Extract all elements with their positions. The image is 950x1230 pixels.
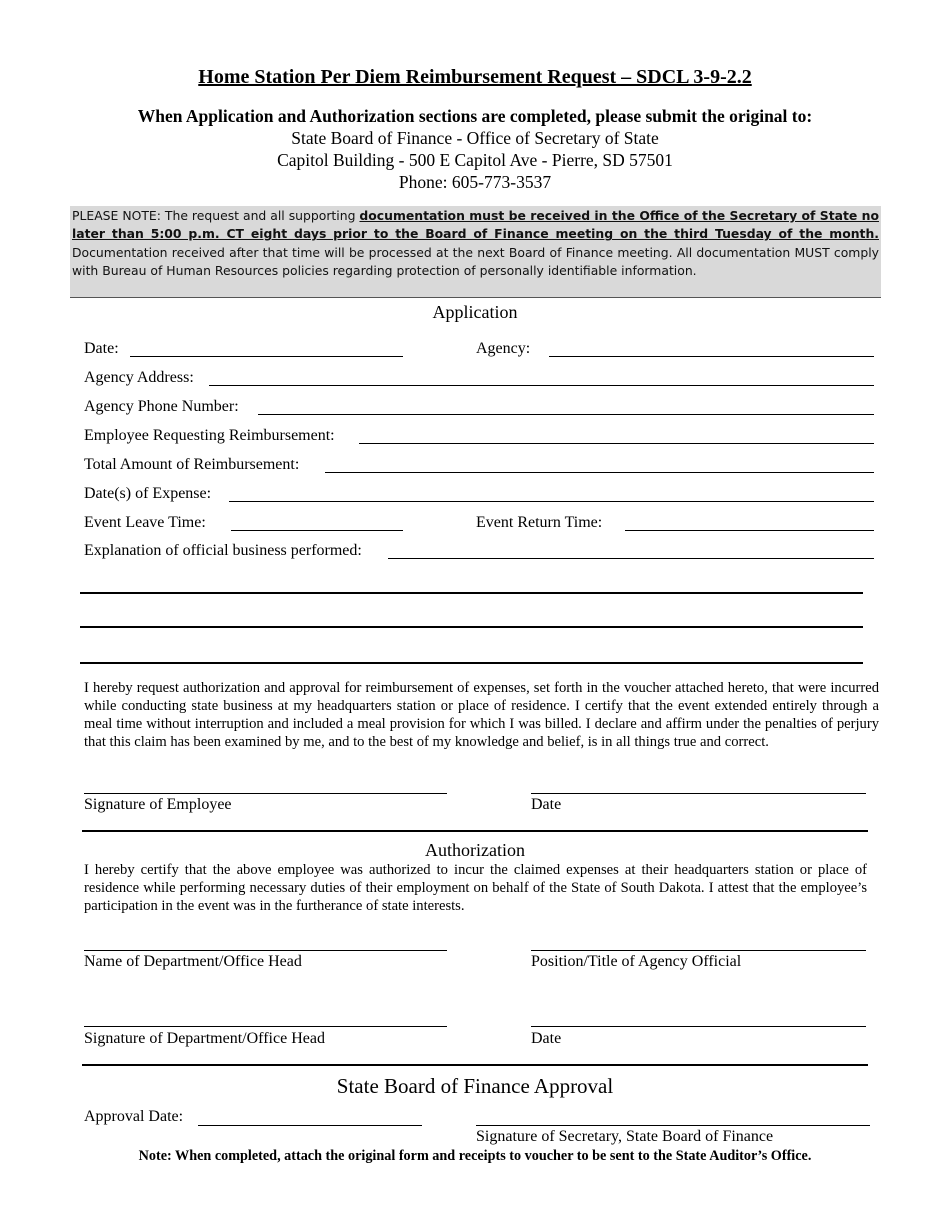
dates-of-expense-label: Date(s) of Expense: xyxy=(84,485,212,502)
agency-address-label: Agency Address: xyxy=(84,369,194,386)
official-position-field[interactable] xyxy=(531,950,866,951)
submit-heading: When Application and Authorization sections are completed, please submit the original to: xyxy=(137,106,813,126)
note-prefix: PLEASE NOTE: The request and all supporting xyxy=(72,208,360,223)
agency-address-field[interactable] xyxy=(209,385,874,386)
dates-of-expense-field[interactable] xyxy=(229,501,874,502)
date-label: Date: xyxy=(84,340,119,357)
explanation-line-2[interactable] xyxy=(80,592,863,594)
submit-phone: Phone: 605-773-3537 xyxy=(398,172,552,192)
event-return-time-field[interactable] xyxy=(625,530,874,531)
explanation-line-3[interactable] xyxy=(80,626,863,628)
secretary-signature-label: Signature of Secretary, State Board of Finance xyxy=(476,1128,774,1145)
footer-note: Note: When completed, attach the original form and receipts to voucher to be sent to the State Auditor’s Office. xyxy=(138,1148,812,1164)
explanation-field[interactable] xyxy=(388,558,874,559)
total-amount-label: Total Amount of Reimbursement: xyxy=(84,456,300,473)
application-heading: Application xyxy=(432,302,518,322)
employee-date-field[interactable] xyxy=(531,793,866,794)
agency-phone-field[interactable] xyxy=(258,414,874,415)
employee-label: Employee Requesting Reimbursement: xyxy=(84,427,335,444)
agency-label: Agency: xyxy=(476,340,531,357)
approval-date-field[interactable] xyxy=(198,1125,422,1126)
event-leave-time-field[interactable] xyxy=(231,530,403,531)
employee-signature-field[interactable] xyxy=(84,793,447,794)
authorization-date-label: Date xyxy=(531,1030,562,1047)
please-note-box xyxy=(70,206,881,298)
explanation-label: Explanation of official business performed: xyxy=(84,542,362,559)
agency-phone-label: Agency Phone Number: xyxy=(84,398,239,415)
note-suffix: Documentation received after that time will be processed at the next Board of Finance meeting. All documentation MUST comply with Bureau of Human Resources policies regarding protection of personally identifiable information. xyxy=(72,244,879,279)
employee-date-label: Date xyxy=(531,796,562,813)
form-title: Home Station Per Diem Reimbursement Request – SDCL 3-9-2.2 xyxy=(198,66,752,88)
agency-field[interactable] xyxy=(549,356,874,357)
approval-date-label: Approval Date: xyxy=(84,1108,184,1125)
authorization-text: I hereby certify that the above employee was authorized to incur the claimed expenses at their headquarters station or place of residence while performing necessary duties of their employment on behalf of the State of South Dakota. I attest that the employee’s participation in the event was in the furtherance of state interests. xyxy=(84,862,867,914)
authorization-heading: Authorization xyxy=(425,840,525,860)
approval-heading: State Board of Finance Approval xyxy=(336,1074,614,1098)
employee-certification: I hereby request authorization and approval for reimbursement of expenses, set forth in the voucher attached hereto, that were incurred while conducting state business at my headquarters station or place of residence. I certify that the event extended entirely through a meal time without interruption and included a meal provision for which I was billed. I declare and affirm under the penalties of perjury that this claim has been examined by me, and to the best of my knowledge and belief, is in all things true and correct. xyxy=(84,680,879,750)
note-deadline: documentation must be received in the Office of the Secretary of State no later than 5:00 p.m. CT eight days prior to the Board of Finance meeting on the third Tuesday of the month. xyxy=(72,208,879,242)
dept-head-name-label: Name of Department/Office Head xyxy=(84,953,302,970)
section-divider-2 xyxy=(82,1064,868,1066)
secretary-signature-field[interactable] xyxy=(476,1125,870,1126)
employee-field[interactable] xyxy=(359,443,874,444)
event-leave-time-label: Event Leave Time: xyxy=(84,514,206,531)
dept-head-signature-field[interactable] xyxy=(84,1026,447,1027)
submit-address-line-2: Capitol Building - 500 E Capitol Ave - Pierre, SD 57501 xyxy=(277,150,673,170)
explanation-line-4[interactable] xyxy=(80,662,863,664)
submit-address-line-1: State Board of Finance - Office of Secretary of State xyxy=(291,128,659,148)
section-divider xyxy=(82,830,868,832)
total-amount-field[interactable] xyxy=(325,472,874,473)
authorization-date-field[interactable] xyxy=(531,1026,866,1027)
event-return-time-label: Event Return Time: xyxy=(476,514,603,531)
employee-signature-label: Signature of Employee xyxy=(84,796,232,813)
official-position-label: Position/Title of Agency Official xyxy=(531,953,742,970)
date-field[interactable] xyxy=(130,356,403,357)
dept-head-signature-label: Signature of Department/Office Head xyxy=(84,1030,325,1047)
dept-head-name-field[interactable] xyxy=(84,950,447,951)
